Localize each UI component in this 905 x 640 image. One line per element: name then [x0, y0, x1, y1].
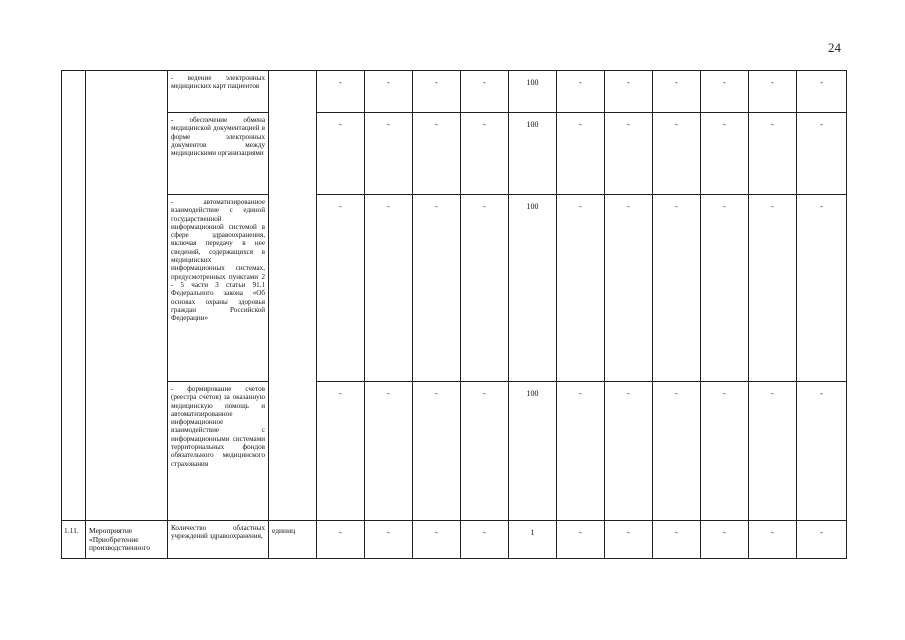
value-cell: - — [749, 382, 797, 521]
indicator-cell: - формирование счетов (реестра счетов) за оказанную медицинскую помощь и автоматизированное информационное взаимодействие с информационными системами территориальных фондов обязательного медицинского страхования — [168, 382, 269, 521]
number-cell: 1.11. — [62, 521, 86, 559]
value-cell: - — [317, 521, 365, 559]
value-cell: - — [557, 382, 605, 521]
value-cell: - — [653, 521, 701, 559]
value-cell: - — [413, 195, 461, 382]
value-cell: - — [797, 382, 847, 521]
value-cell: - — [605, 113, 653, 195]
value-cell: - — [365, 521, 413, 559]
value-cell: - — [557, 521, 605, 559]
value-cell: - — [413, 71, 461, 113]
unit-cell — [269, 71, 317, 521]
value-cell: - — [701, 382, 749, 521]
value-cell: - — [461, 382, 509, 521]
value-cell: - — [605, 195, 653, 382]
value-cell: - — [413, 521, 461, 559]
value-cell: - — [653, 113, 701, 195]
table-row — [62, 195, 847, 382]
indicator-cell: Количество областных учреждений здравоохранения, — [168, 521, 269, 559]
value-cell: - — [749, 113, 797, 195]
value-cell: - — [317, 382, 365, 521]
table-row — [62, 521, 847, 559]
value-cell: - — [701, 195, 749, 382]
value-cell: - — [653, 382, 701, 521]
value-cell: - — [557, 113, 605, 195]
event-cell — [86, 71, 168, 521]
number-cell — [62, 71, 86, 521]
value-cell: - — [413, 382, 461, 521]
value-cell: - — [749, 71, 797, 113]
indicators-table — [61, 70, 847, 559]
value-cell: 1 — [509, 521, 557, 559]
table-row — [62, 382, 847, 521]
value-cell: - — [317, 195, 365, 382]
indicator-cell: - автоматизированное взаимодействие с единой государственной информационной системой в сфере здравоохранения, включая передачу в нее сведений, содержащихся в медицинских информационных системах, предусмотренных пунктами 2 - 5 части 3 статьи 91.1 Федерального закона «Об основах охраны здоровья граждан Российской Федерации» — [168, 195, 269, 382]
value-cell: 100 — [509, 382, 557, 521]
indicator-cell: - обеспечение обмена медицинской документацией в форме электронных документов между медицинскими организациями — [168, 113, 269, 195]
value-cell: - — [557, 195, 605, 382]
value-cell: - — [605, 521, 653, 559]
value-cell: - — [365, 195, 413, 382]
table-row — [62, 71, 847, 113]
value-cell: - — [557, 71, 605, 113]
value-cell: - — [365, 71, 413, 113]
value-cell: - — [605, 382, 653, 521]
value-cell: - — [701, 71, 749, 113]
value-cell: - — [461, 521, 509, 559]
value-cell: - — [461, 113, 509, 195]
table-row — [62, 113, 847, 195]
value-cell: - — [797, 521, 847, 559]
value-cell: - — [701, 113, 749, 195]
value-cell: - — [701, 521, 749, 559]
indicator-cell: - ведение электронных медицинских карт пациентов — [168, 71, 269, 113]
value-cell: - — [461, 71, 509, 113]
value-cell: - — [797, 71, 847, 113]
value-cell: - — [605, 71, 653, 113]
value-cell: - — [797, 195, 847, 382]
value-cell: - — [461, 195, 509, 382]
value-cell: - — [797, 113, 847, 195]
value-cell: - — [317, 71, 365, 113]
value-cell: - — [365, 382, 413, 521]
unit-cell: единиц — [269, 521, 317, 559]
value-cell: 100 — [509, 113, 557, 195]
value-cell: - — [317, 113, 365, 195]
value-cell: - — [413, 113, 461, 195]
value-cell: - — [749, 195, 797, 382]
value-cell: 100 — [509, 71, 557, 113]
value-cell: - — [653, 71, 701, 113]
value-cell: 100 — [509, 195, 557, 382]
event-cell: Мероприятие «Приобретение производственного — [86, 521, 168, 559]
value-cell: - — [653, 195, 701, 382]
value-cell: - — [749, 521, 797, 559]
value-cell: - — [365, 113, 413, 195]
page-number: 24 — [828, 40, 841, 55]
